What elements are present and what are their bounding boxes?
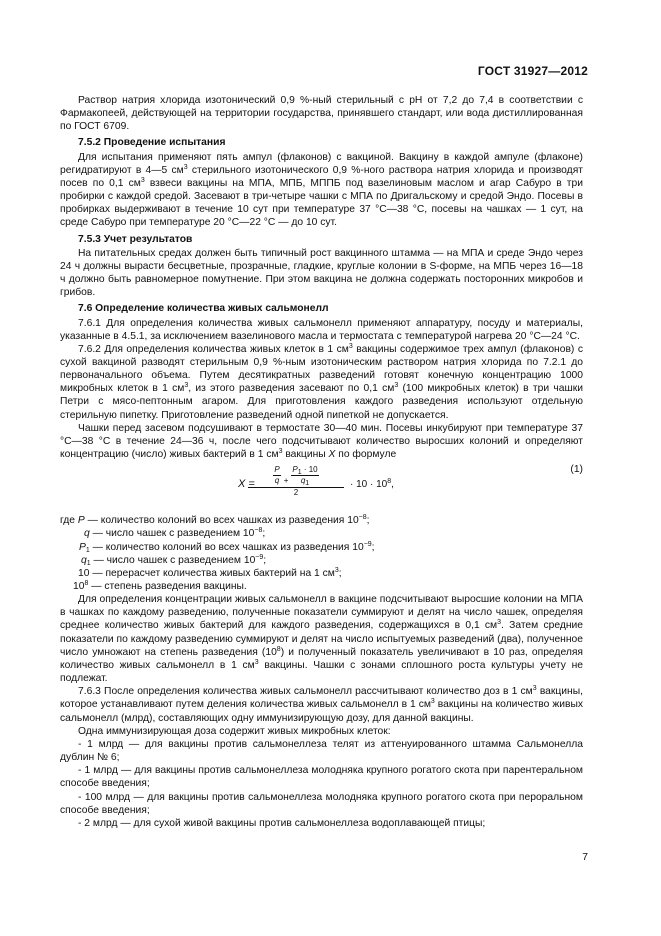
legend-line-10: 10 — перерасчет количества живых бактерий на 1 $см^3$;: [78, 566, 342, 579]
document-header: ГОСТ 31927—2012: [477, 64, 588, 78]
legend-line-q1: $q_1$ — число чашек с разведением $10^{-9}$;: [81, 553, 267, 567]
paragraph-7-6-1: 7.6.1 Для определения количества живых сальмонелл применяют аппаратуру, посуду и материалы, указанные в 4.5.1, за исключением вазелинового масла и термостата с температурой нагрева 20 °С—24 °С.: [60, 317, 583, 342]
formula-lhs: X =: [238, 478, 255, 491]
formula-1: [60, 463, 583, 511]
dose-list-item: - 100 млрд — для вакцины против сальмонеллеза молодняка крупного рогатого скота при пероральном способе введения;: [60, 791, 583, 816]
legend-line-p1: $P_1$ — количество колоний во всех чашках из разведения $10^{-9}$;: [79, 540, 375, 554]
section-heading-7-5-2: 7.5.2 Проведение испытания: [78, 137, 226, 149]
dose-list-item: - 1 млрд — для вакцины против сальмонеллеза телят из аттенуированного штамма Сальмонелла дублин № 6;: [60, 738, 583, 764]
legend-line-q: q — число чашек с разведением $10^{-8}$;: [84, 527, 266, 540]
paragraph-7-6-2: 7.6.2 Для определения количества живых клеток в 1 $см^3$ вакцины содержимое трех ампул (флаконов) с сухой вакциной разводят стерильным 0,9 %-ным изотоническим раствором натрия хлорида по 7.2.1 до первоначального объема. Путем десятикратных разведений готовят конечную концентрацию 1000 микробных клеток в 1 $см^3$, из этого разведения засевают по 0,1 $см^3$ (100 микробных клеток) в три чашки Петри с мясо-пептонным агаром. Для приготовления каждого разведения используют отдельную стерильную пипетку. Приготовление разведений одной пипеткой не допускается.: [60, 342, 584, 421]
section-heading-7-5-3: 7.5.3 Учет результатов: [78, 233, 193, 245]
document-body: [60, 94, 583, 830]
section-heading-7-6: 7.6 Определение количества живых сальмонелл: [78, 303, 329, 315]
paragraph-7-6-3: 7.6.3 После определения количества живых сальмонелл рассчитывают количество доз в 1 $см^3$ вакцины, которое устанавливают путем деления количества живых сальмонелл в 1 $см^3$ вакцины на количество живых сальмонелл (млрд), составляющих одну иммунизирующую дозу, для данной вакцины.: [60, 685, 584, 724]
dose-list-item: - 2 млрд — для сухой живой вакцины против сальмонеллеза водоплавающей птицы;: [78, 817, 486, 829]
formula-multiplier: · $10 \cdot 10^8$,: [350, 478, 394, 491]
formula-legend: [60, 514, 583, 593]
dose-list-item: - 1 млрд — для вакцины против сальмонеллеза молодняка крупного рогатого скота при парентеральном способе введения;: [60, 765, 583, 790]
legend-line-p: где P — количество колоний во всех чашках из разведения $10^{-8}$;: [60, 514, 370, 527]
paragraph-concentration: Для определения концентрации живых сальмонелл в вакцине подсчитывают выросшие колонии на МПА в чашках по каждому разведению, полученные показатели суммируют и делят на число чашек, определяя среднее количество живых бактерий для каждого разведения, содержащихся в 0,1 $см^3$. Затем средние показатели по каждому разведению суммируют и делят на число испытуемых разведений (два), полученное число умножают на степень разведения $(10^8)$ и полученный показатель увеличивают в 10 раз, определяя количество живых сальмонелл в 1 $см^3$ вакцины. Чашки с зонами сплошного роста культуры учету не подлежат.: [60, 594, 583, 685]
paragraph-incubation: Чашки перед засевом подсушивают в термостате 30—40 мин. Посевы инкубируют при температуре 37 °С—38 °С в течение 24—36 ч, после чего подсчитывают количество выросших колоний и определяют концентрацию (число) живых бактерий в 1 $см^3$ вакцины X по формуле: [60, 422, 583, 461]
legend-line-10-8: $10^8$ — степень разведения вакцины.: [73, 580, 247, 592]
paragraph-dose-intro: Одна иммунизирующая доза содержит живых микробных клеток:: [78, 725, 391, 737]
paragraph-7-5-3: На питательных средах должен быть типичный рост вакцинного штамма — на МПА и среде Эндо через 24 ч должны вырасти бесцветные, прозрачные, гладкие, круглые колонии в S-форме, на МПБ через 16—18 ч должно быть равномерное помутнение. При этом вакцина не должна содержать посторонних микробов и грибов.: [60, 247, 583, 299]
formula-fraction: $\frac{P}{q}$ + $\frac{P_1 \cdot 10}{q_1}$ 2: [248, 465, 344, 498]
formula-number: (1): [570, 464, 583, 476]
paragraph-7-5-2: Для испытания применяют пять ампул (флаконов) с вакциной. Вакцину в каждой ампуле (флаконе) регидратируют в 4—5 $см^3$ стерильного изотонического 0,9 %-ного раствора натрия хлорида и производят посев по 0,1 $см^3$ взвеси вакцины на МПА, МПБ, МППБ под вазелиновым маслом и агар Сабуро в три пробирки с каждой средой. Засевают в три-четыре чашки с МПА по Дригальскому и средой Эндо. Посевы в пробирках выдерживают в течение 10 сут при температуре 37 °С—38 °С, посевы на чашках — 1 сут, на среде Сабуро при температуре 20 °С—22 °С — до 10 сут.: [60, 151, 583, 229]
paragraph-intro: Раствор натрия хлорида изотонический 0,9 %-ный стерильный с pH от 7,2 до 7,4 в соответствии с Фармакопеей, действующей на территории государства, принявшего стандарт, или вода дистиллированная по ГОСТ 6709.: [60, 95, 583, 133]
page-number: 7: [582, 852, 588, 863]
